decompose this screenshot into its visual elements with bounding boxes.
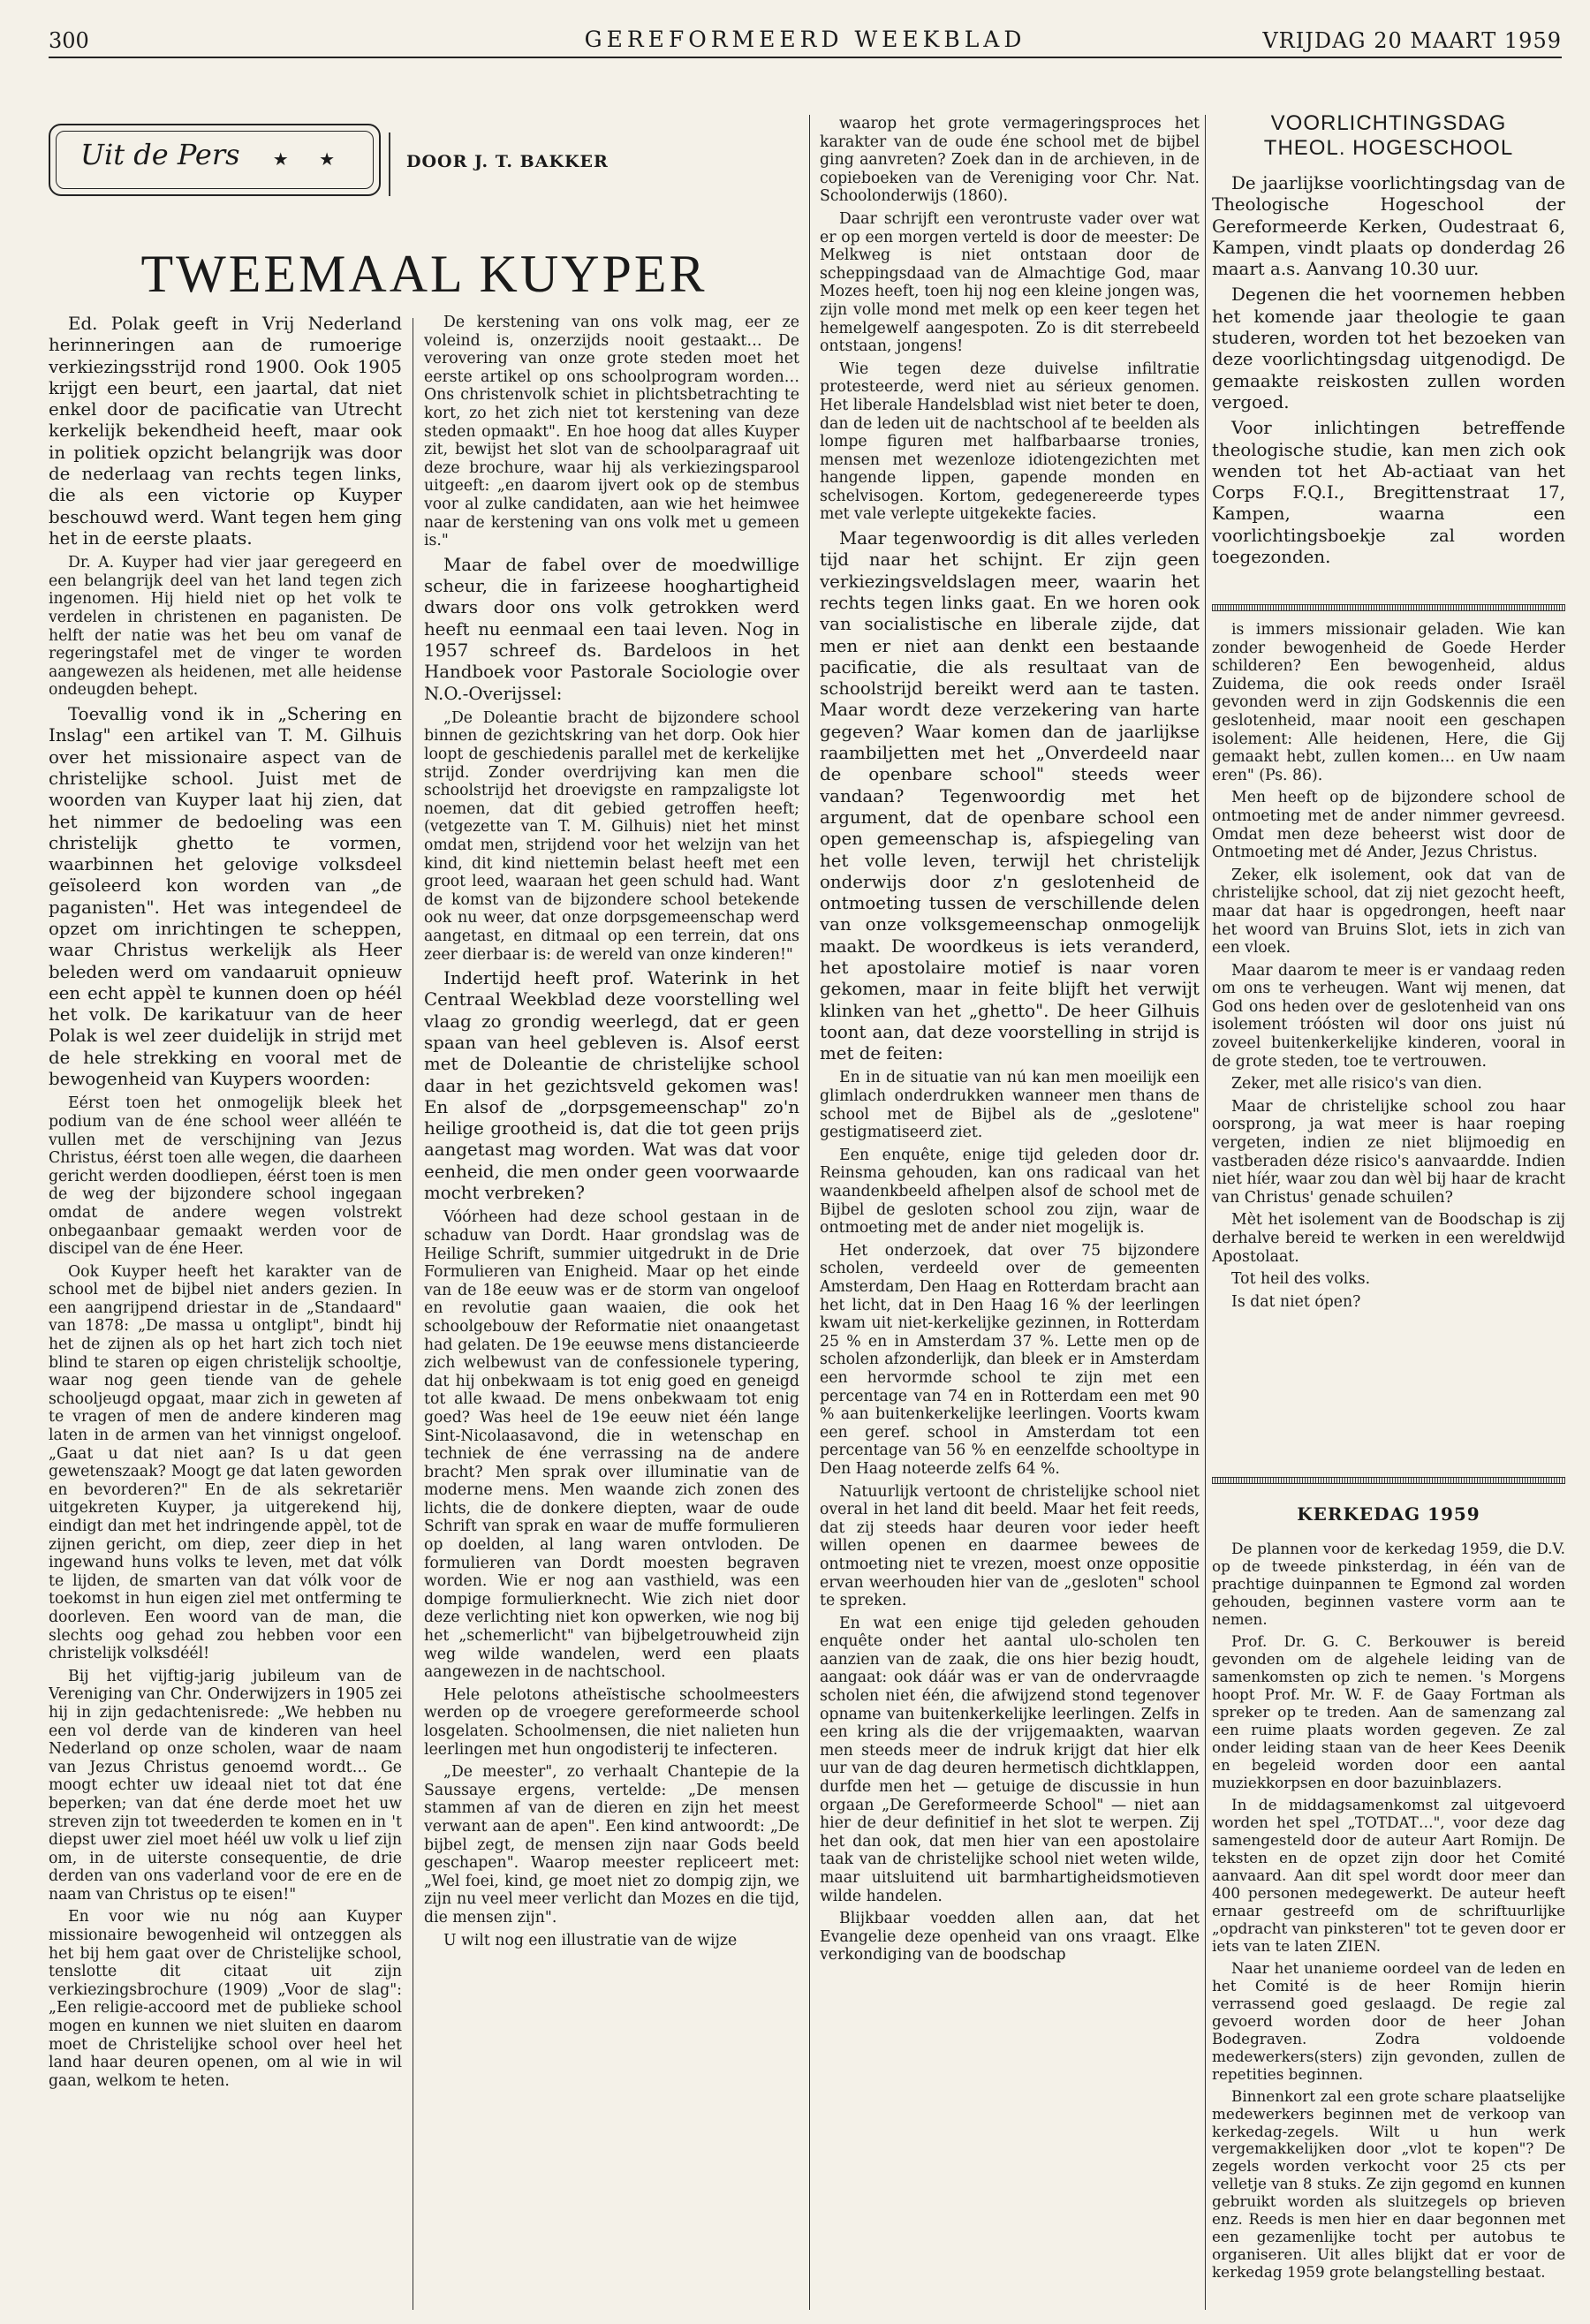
- notice-paragraph: Degenen die het voornemen hebben het komende jaar theologie te gaan studeren, worden tot het bezoeken van deze voorlichtingsdag uitgenodigd. De gemaakte reiskosten zullen worden vergoed.: [1212, 284, 1565, 413]
- byline: DOOR J. T. BAKKER: [406, 152, 609, 171]
- article-column-2: [424, 314, 799, 2314]
- article-quote: De kerstening van ons volk mag, eer ze voleind is, onzerzijds nooit gestaakt… De verovering van onze grote steden moet het eerste artikel op ons schoolprogram worden… Ons christenvolk schiet in plichtsbetrachting te kort, zo het zich niet tot kerstening van deze steden opmaakt". En hoe hoog dat alles Kuyper zit, bewijst het slot van de schoolparagraaf uit deze brochure, waar hij als verkiezingsparool uitgeeft: „en daarom ijvert ook op de stembus voor al zulke candidaten, aan wie het heimwee naar de kerstening van ons volk met u gemeen is.": [424, 314, 799, 550]
- article-quote: Daar schrijft een verontruste vader over wat er op een morgen verteld is door de meester: De Melkweg is niet ontstaan door de scheppingsdaad van de Almachtige God, maar Mozes heeft, toen hij nog een kleine jongen was, zijn volle mond met melk op een keer tegen het hemelgewelf aangespoten. Zo is dit sterrebeeld ontstaan, jongens!: [820, 209, 1200, 356]
- article-quote: Hele pelotons atheïstische schoolmeesters werden op de vroegere gereformeerde school losgelaten. Schoolmensen, die niet nalieten hun leerlingen met hun ongodisterij te infecteren.: [424, 1685, 799, 1759]
- article-quote: „De meester", zo verhaalt Chantepie de la Saussaye ergens, vertelde: „De mensen stammen af van de dieren en zijn het meest verwant aan de apen". Een kind antwoordt: „De bijbel zegt, de mensen zijn naar Gods beeld geschapen". Waarop meester repliceert met: „Wel foei, kind, ge moet niet zo dompig zijn, we zijn nu veel meer verlicht dan Mozes en die tijd, die mensen zijn".: [424, 1763, 799, 1927]
- article-column-1: [49, 314, 402, 2314]
- voorlichtingsdag-heading: [1212, 111, 1565, 161]
- heading-line: THEOL. HOGESCHOOL: [1263, 136, 1514, 160]
- article-quote: U wilt nog een illustratie van de wijze: [443, 1931, 738, 1949]
- kerkedag-article: [1212, 1540, 1565, 2308]
- article-quote: Het onderzoek, dat over 75 bijzondere scholen, verdeeld over de gemeenten Amsterdam, Den Haag en Rotterdam bracht aan het licht, dat in Den Haag 16 % der leerlingen kwam uit niet-kerkelijke gezinnen, in Rotterdam 25 % en in Amsterdam 37 %. Lette men op de scholen afzonderlijk, dan bleek er in Amsterdam een hervormde school te zijn met een percentage van 74 en in Rotterdam een met 90 % aan buitenkerkelijke leerlingen. Voorts kwam een geref. school in Amsterdam tot een percentage van 56 % en eenzelfde schooltype in Den Haag noteerde zelfs 64 %.: [820, 1241, 1200, 1478]
- notice-paragraph: Naar het unanieme oordeel van de leden en het Comité is de heer Romijn hierin verrassend goed geslaagd. De regie zal gevoerd worden door de heer Johan Bodegraven. Zodra voldoende medewerkers(sters) zijn gevonden, zullen de repetities beginnen.: [1212, 1958, 1565, 2083]
- article-quote: Zeker, elk isolement, ook dat van de christelijke school, dat zij niet gezocht heeft, maar dat haar is opgedrongen, heeft naar het woord van Bruins Slot, iets in zich van een vloek.: [1212, 866, 1565, 958]
- article-quote: Men heeft op de bijzondere school de ontmoeting met de ander nimmer gevreesd. Omdat men deze beheerst wist door de Ontmoeting met dé Ander, Jezus Christus.: [1212, 789, 1565, 862]
- voorlichtingsdag-notice: [1212, 173, 1565, 597]
- section-divider: [1212, 1477, 1565, 1484]
- notice-paragraph: De jaarlijkse voorlichtingsdag van de Theologische Hogeschool der Gereformeerde Kerken, Oudestraat 6, Kampen, vindt plaats op donderdag 26 maart a.s. Aanvang 10.30 uur.: [1212, 173, 1565, 280]
- article-quote: Tot heil des volks.: [1231, 1270, 1371, 1289]
- article-quote: Zeker, met alle risico's van dien.: [1231, 1075, 1482, 1094]
- article-quote: En wat een enige tijd geleden gehouden enquête onder het aantal ulo-scholen ten aanzien van de zaak, die ons hier bezig houdt, aangaat: ook dáár was er van de ondervraagde scholen niet één, die afwijzend stond tegenover opname van buitenkerkelijke leerlingen. Zelfs in een kring als die der vrijgemaakten, waarvan men steeds meer de indruk krijgt dat hier elk uur van de dag deuren hermetisch dichtklappen, durfde men het — getuige de discussie in hun orgaan „De Gereformeerde School" — niet aan hier de deur definitief in het slot te werpen. Zij het dan ook, dat men hier van een apostolaire taak van de christelijke school niet weten wilde, maar uitsluitend uit barmhartigheidsmotieven wilde handelen.: [820, 1614, 1200, 1905]
- article-paragraph: Indertijd heeft prof. Waterink in het Centraal Weekblad deze voorstelling wel vlaag zo grondig weerlegd, dat er geen spaan van heel gebleven is. Alsof eerst met de Doleantie de christelijke school daar in het gezichtsveld gekomen was! En alsof de „dorpsgemeenschap" zo'n heilige grootheid is, dat die tot geen prijs aangetast mag worden. Wat was dat voor eenheid, die men onder geen voorwaarde mocht verbreken?: [424, 968, 799, 1204]
- article-quote: Mèt het isolement van de Boodschap is zij derhalve bereid te werken in een wereldwijd Apostolaat.: [1212, 1211, 1565, 1266]
- notice-paragraph: Prof. Dr. G. C. Berkouwer is bereid gevonden om de algehele leiding van de samenkomsten op zich te nemen. 's Morgens hoopt Prof. Mr. W. F. de Gaay Fortman als spreker op te treden. Aan de samenzang zal een ruime plaats worden gegeven. Ze zal onder leiding staan van de heer Kees Deenik en begeleid worden door een aantal muziekkorpsen en door bazuinblazers.: [1212, 1631, 1565, 1791]
- page-header: [49, 25, 1562, 58]
- article-title: TWEEMAAL KUYPER: [140, 245, 708, 303]
- article-quote: „De Doleantie bracht de bijzondere school binnen de gezichtskring van het dorp. Ook hier loopt de geschiedenis parallel met de kerkelijke strijd. Zonder overdrijving kan men die schoolstrijd het droevigste en rampzaligste lot noemen, dat dit gebied getroffen heeft; (vetgezette van T. M. Gilhuis) niet het minst omdat men, strijdend voor het welzijn van het kind, dit kind niettemin belast heeft met een groot leed, waaraan het geen schuld had. Want de komst van de bijzondere school betekende ook nu weer, dat onze dorpsgemeenschap werd aangetast, en ditmaal op een terrein, dat ons zeer dierbaar is: de wereld van onze kinderen!": [424, 708, 799, 964]
- article-paragraph: Dr. A. Kuyper had vier jaar geregeerd en een belangrijk deel van het land tegen zich ingenomen. Hij hield niet op het volk te verdelen in christenen en paganisten. De helft der natie was het beu om vanaf de regeringstafel met de vinger te worden aangewezen als heidenen, met alle heidense ondeugden behept.: [49, 554, 402, 700]
- heading-line: VOORLICHTINGSDAG: [1270, 111, 1507, 135]
- notice-paragraph: De plannen voor de kerkedag 1959, die D.V. op de tweede pinksterdag, in één van de prachtige duinpannen te Egmond zal worden gehouden, beginnen vastere vorm aan te nemen.: [1212, 1540, 1565, 1628]
- page-number: 300: [49, 28, 89, 53]
- masthead: GEREFORMEERD WEEKBLAD: [584, 26, 1026, 52]
- article-quote: Blijkbaar voedden allen aan, dat het Evangelie deze openheid van ons vraagt. Elke verkondiging van de boodschap: [820, 1910, 1200, 1964]
- article-quote: Maar de christelijke school zou haar oorsprong, ja wat meer is haar roeping vergeten, indien ze niet blijmoedig en vastberaden déze risico's aanvaardde. Indien niet híér, waar zou dan wèl bij haar de kracht van Christus' genade schuilen?: [1212, 1097, 1565, 1207]
- article-paragraph: Toevallig vond ik in „Schering en Inslag" een artikel van T. M. Gilhuis over het missionaire aspect van de christelijke school. Juist met de woorden van Kuyper laat hij zien, dat het nimmer de bedoeling was een christelijk ghetto te vormen, waarbinnen het gelovige volksdeel geïsoleerd kon worden van „de paganisten". Het was integendeel de opzet om inrichtingen te scheppen, waar Christus werkelijk als Heer beleden werd om vandaaruit opnieuw een echt appèl te kunnen doen op héél het volk. De karikatuur van de heer Polak is wel zeer duidelijk in strijd met de hele strekking en vooral met de bewogenheid van Kuypers woorden:: [49, 704, 402, 1090]
- article-quote: Maar daarom te meer is er vandaag reden om ons te verheugen. Want wij menen, dat God ons heden over de geslotenheid van ons isolement tróósten wil door ons juist nú zoveel buitenkerkelijke kinderen, vooral in de grote steden, toe te vertrouwen.: [1212, 961, 1565, 1071]
- article-quote: En voor wie nu nóg aan Kuyper missionaire bewogenheid wil ontzeggen als het bij hem gaat over de Christelijke school, tenslotte dit citaat uit zijn verkiezingsbrochure (1909) „Voor de slag": „Een religie-accoord met de publieke school mogen en kunnen we niet sluiten en daarom moet de Christelijke school over heel het land haar deuren openen, om al wie in wil gaan, welkom te heten.: [49, 1908, 402, 2090]
- article-quote: En in de situatie van nú kan men moeilijk een glimlach onderdrukken wanneer men thans de school met de Bijbel als de „geslotene" gestigmatiseerd ziet.: [820, 1069, 1200, 1142]
- column-label: Uit de Pers: [80, 138, 240, 171]
- article-quote: Bij het vijftig-jarig jubileum van de Vereniging van Chr. Onderwijzers in 1905 zei hij in zijn gedachtenisrede: „We hebben nu een vol derde van de kinderen van heel Nederland op onze scholen, waar de naam van Jezus Christus genoemd wordt… Ge moogt echter uw ideaal niet tot dat éne beperken; van dat éne derde moet het uw streven zijn tot tweederden te komen en in 't diepst uwer ziel moet héél uw volk u lief zijn om, in de uiterste consequentie, de drie derden van ons vaderland voor de ere en de naam van Christus op te eisen!": [49, 1667, 402, 1904]
- notice-paragraph: Binnenkort zal een grote schare plaatselijke medewerkers beginnen met de verkoop van kerkedag-zegels. Wilt u hun werk vergemakkelijken door „vlot te kopen"? De zegels worden verkocht voor 25 cts per velletje van 8 stuks. Ze zijn gegomd en kunnen gebruikt worden als sluitzegels op brieven enz. Reeds is men hier en daar begonnen met een gezamenlijke tocht per autobus te organiseren. Uit alles blijkt dat er voor de kerkedag 1959 grote belangstelling bestaat.: [1212, 2086, 1565, 2282]
- kerkedag-heading: KERKEDAG 1959: [1297, 1503, 1480, 1525]
- column-rule: [1205, 115, 1206, 2310]
- article-quote: Is dat niet ópen?: [1231, 1292, 1361, 1311]
- uit-de-pers-logo: [49, 124, 381, 196]
- article-quote: Vóórheen had deze school gestaan in de schaduw van Dordt. Haar grondslag was de Heilige Schrift, summier uitgedrukt in de Drie Formulieren van Enigheid. Maar op het einde van de 18e eeuw was er de storm van ongeloof en revolutie gaan waaien, die ook het schoolgebouw der Reformatie niet onaangetast had gelaten. De 19e eeuwse mens distancieerde zich welbewust van de confessionele typering, dat hij onbekwaam is tot enig goed en geneigd tot alle kwaad. De mens onbekwaam tot enig goed? Was heel de 19e eeuw niet één lange Sint-Nicolaasavond, die in wetenschap en techniek de éne verrassing na de andere bracht? Men sprak over illuminatie van de moderne mens. Men waande zich zonen des lichts, die de donkere diepten, waar de oude Schrift van sprak en waar de muffe formulieren op doelden, al lang waren ontvloden. De formulieren van Dordt moesten begraven worden. Wie er nog aan vasthield, was een dompige formulierknecht. Wie zich niet door deze verlichting niet kon opwerken, wie nog bij het „schemerlicht" van bijbelgetrouwheid zijn weg wilde wandelen, werd een plaats aangewezen in de nachtschool.: [424, 1208, 799, 1682]
- notice-paragraph: In de middagsamenkomst zal uitgevoerd worden het spel „TOTDAT…", voor deze dag samengesteld door de auteur Aart Romijn. De teksten en de opzet zijn door het Comité aanvaard. Aan dit spel wordt door meer dan 400 personen medegewerkt. De auteur heeft ernaar gestreefd om de schriftuurlijke „opdracht van pinksteren" tot te geven door er iets van te laten ZIEN.: [1212, 1795, 1565, 1955]
- star-ornaments: ★ ★: [272, 148, 347, 170]
- article-quote: Ook Kuyper heeft het karakter van de school met de bijbel niet anders gezien. In een aangrijpend driestar in de „Standaard" van 1878: „De massa u ontglipt", bindt hij het de zijnen als op het hart zich toch niet blind te staren op eigen christelijk schooltje, waar nog geen tiende van de gehele schooljeugd opgaat, maar zich in geweten af te vragen of men de andere kinderen mag laten in de armen van het vinnigst ongeloof. „Gaat u dat niet aan? Is u dat geen gewetenszaak? Moogt ge dat laten geworden en bevorderen?" En de als sekretariër uitgekreten Kuyper, ja uitgerekend hij, eindigt dan met het indringende appèl, tot de zijnen gericht, om diep, zeer diep in het ingewand huns volks te leven, met dat vólk te lijden, de smarten van dat vólk voor de toekomst in hun eigen ziel met ontferming te doorleven. Een woord van de man, die slechts oog gehad zou hebben voor een christelijk volksdéél!: [49, 1262, 402, 1663]
- article-column-3: [820, 115, 1200, 2314]
- article-quote: waarop het grote vermageringsproces het karakter van de oude éne school met de bijbel ging aanvreten? Zoek dan in de archieven, in de copieboeken van de Vereniging voor Chr. Nat. Schoolonderwijs (1860).: [820, 115, 1200, 206]
- article-paragraph: Ed. Polak geeft in Vrij Nederland herinneringen aan de rumoerige verkiezingsstrijd rond 1900. Ook 1905 krijgt een beurt, een jaartal, dat niet enkel door de pacificatie van Utrecht kerkelijk bekendheid heeft, maar ook in politiek opzicht belangrijk was door de nederlaag van rechts tegen links, die als een victorie op Kuyper beschouwd werd. Want tegen hem ging het in de eerste plaats.: [49, 314, 402, 549]
- article-paragraph: Maar tegenwoordig is dit alles verleden tijd naar het schijnt. Er zijn geen verkiezingsveldslagen meer, waarin het rechts tegen links gaat. En we horen ook van socialistische en liberale zijde, dat men er niet aan denkt een bestaande pacificatie, die als resultaat van de schoolstrijd bereikt werd aan te tasten. Maar wordt deze verzekering van harte gegeven? Waar komen dan de jaarlijkse raambiljetten met het „Onverdeeld naar de openbare school" steeds weer vandaan? Tegenwoordig met het argument, dat de openbare school een open gemeenschap is, afspiegeling van het volle leven, terwijl het christelijk onderwijs door z'n geslotenheid de ontmoeting tussen de verschillende delen van onze volksgemeenschap onmogelijk maakt. De woordkeus is iets veranderd, het apostolaire motief is naar voren gekomen, maar in feite blijft het verwijt klinken van het „ghetto". De heer Gilhuis toont aan, dat deze voorstelling in strijd is met de feiten:: [820, 528, 1200, 1064]
- article-paragraph: Maar de fabel over de moedwillige scheur, die in farizeese hooghartigheid dwars door ons volk getrokken werd heeft nu eenmaal een taai leven. Nog in 1957 schreef ds. Bardeloos in het Handboek voor Pastorale Sociologie over N.O.-Overijssel:: [424, 554, 799, 704]
- article-quote: Een enquête, enige tijd geleden door dr. Reinsma gehouden, kan ons radicaal van het waandenkbeeld afhelpen alsof de school met de Bijbel de gesloten school zou zijn, waar de ontmoeting met de ander niet mogelijk is.: [820, 1146, 1200, 1238]
- article-quote: is immers missionair geladen. Wie kan zonder bewogenheid de Goede Herder schilderen? Een bewogenheid, aldus Zuidema, die ook reeds onder Israël gevonden werd in zijn Godskennis die een geslotenheid, maar nooit een geschapen isolement: Alle heidenen, Here, die Gij gemaakt hebt, zullen komen… en Uw naam eren" (Ps. 86).: [1212, 621, 1565, 784]
- section-divider: [1212, 604, 1565, 611]
- article-quote: Natuurlijk vertoont de christelijke school niet overal in het land dit beeld. Maar het feit reeds, dat zij steeds haar deuren voor ieder heeft willen openen en daarmee bewees de ontmoeting niet te vrezen, moest onze oppositie ervan weerhouden hier van de „gesloten" school te spreken.: [820, 1482, 1200, 1610]
- issue-date: VRIJDAG 20 MAART 1959: [1262, 28, 1562, 53]
- logo-divider: [389, 132, 390, 196]
- article-quote: Eérst toen het onmogelijk bleek het podium van de éne school weer alléén te vullen met de verschijning van Jezus Christus, éérst toen alle wegen, die daarheen gericht werden doodliepen, éérst toen is men de weg der bijzondere school ingegaan omdat de andere wegen volstrekt onbegaanbaar gemaakt werden voor de discipel van de éne Heer.: [49, 1094, 402, 1259]
- notice-paragraph: Voor inlichtingen betreffende theologische studie, kan men zich ook wenden tot het Ab-actiaat van het Corps F.Q.I., Bregittenstraat 17, Kampen, waarna een voorlichtingsboekje zal worden toegezonden.: [1212, 418, 1565, 568]
- article-quote: Wie tegen deze duivelse infiltratie protesteerde, werd niet au sérieux genomen. Het liberale Handelsblad wist niet beter te doen, dan de leden uit de nachtschool af te beelden als lompe figuren met halfbarbaarse tronies, mensen met wezenloze idiotengezichten met hangende lippen, gapende monden en schelvisogen. Kortom, gedegenereerde types met vale verlepte uitgekekte facies.: [820, 360, 1200, 524]
- article-column-4: [1212, 621, 1565, 1469]
- column-rule: [809, 115, 810, 2310]
